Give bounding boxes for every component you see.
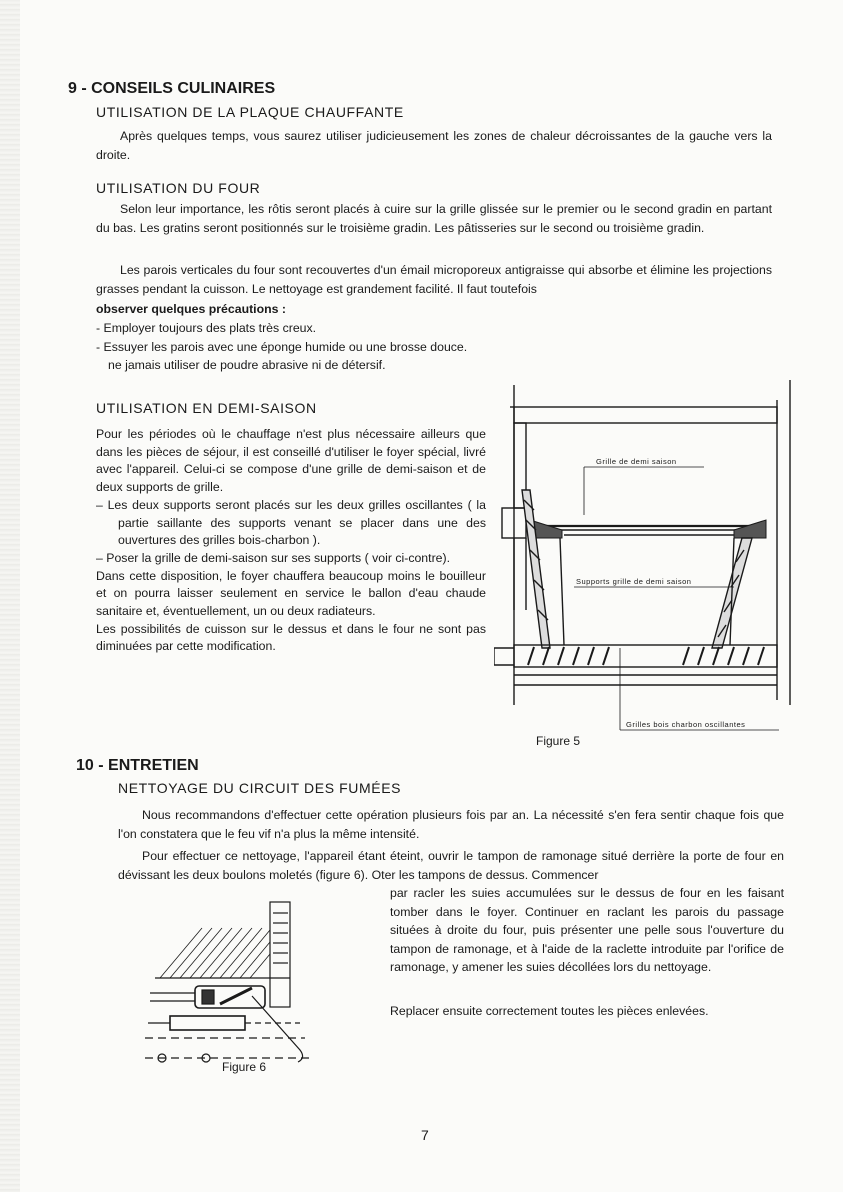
figure-5-label-grilles: Grilles bois charbon oscillantes [626, 720, 746, 729]
four-paragraph-1: Selon leur importance, les rôtis seront placés à cuire sur la grille glissée sur le premier ou le second gradin en partant du bas. Les gratins seront positionnés sur le troisième gradin. Les pâtisseries sur le second ou troisième gradin. [96, 202, 772, 235]
section-9-title: 9 - CONSEILS CULINAIRES [68, 80, 276, 97]
precaution-item-2: - Essuyer les parois avec une éponge humide ou une brosse douce. [96, 340, 468, 354]
figure-6-caption: Figure 6 [222, 1060, 267, 1074]
nettoyage-title: NETTOYAGE DU CIRCUIT DES FUMÉES [118, 780, 402, 796]
plaque-paragraph: Après quelques temps, vous saurez utiliser judicieusement les zones de chaleur décroissantes de la gauche vers la droite. [96, 129, 772, 162]
nettoyage-paragraph-3: par racler les suies accumulées sur le dessus de four en les faisant tomber dans le foyer. Continuer en raclant les parois du passage situées à droite du four, puis présenter une pelle sous l'ouverture du tampon de ramonage, et à l'aide de la raclette introduite par l'orifice de ramonage, y amener les suies décollées lors du nettoyage. [390, 886, 784, 974]
plaque-title: UTILISATION DE LA PLAQUE CHAUFFANTE [96, 104, 404, 120]
figure-5-label-supports: Supports grille de demi saison [576, 577, 692, 586]
section-10-title: 10 - ENTRETIEN [76, 757, 199, 774]
nettoyage-paragraph-2: Pour effectuer ce nettoyage, l'appareil étant éteint, ouvrir le tampon de ramonage situé derrière la porte de four en dévissant les deux boulons moletés (figure 6). Oter les tampons de dessus. Commencer [118, 849, 784, 882]
nettoyage-paragraph-4: Replacer ensuite correctement toutes les pièces enlevées. [390, 1004, 709, 1018]
demi-saison-title: UTILISATION EN DEMI-SAISON [96, 400, 317, 416]
demi-saison-paragraph-2: Dans cette disposition, le foyer chauffera beaucoup moins le bouilleur et on pourra laisser seulement en service le ballon d'eau chaude sanitaire et, éventuellement, un ou deux radiateurs. [96, 568, 486, 619]
demi-saison-column [96, 426, 486, 656]
four-title: UTILISATION DU FOUR [96, 180, 261, 196]
figure-5-caption: Figure 5 [536, 734, 581, 748]
figure-6-diagram [140, 898, 320, 1068]
figure-5-label-grille: Grille de demi saison [596, 457, 677, 466]
page-number: 7 [421, 1127, 429, 1143]
precaution-item-1: - Employer toujours des plats très creux. [96, 321, 317, 335]
demi-saison-step-1: – Les deux supports seront placés sur les deux grilles oscillantes ( la partie saillante des supports venant se placer dans une des ouvertures des grilles bois-charbon ). [96, 497, 486, 548]
demi-saison-step-2: – Poser la grille de demi-saison sur ses supports ( voir ci-contre). [96, 550, 451, 565]
demi-saison-paragraph-1: Pour les périodes où le chauffage n'est plus nécessaire ailleurs que dans les pièces de séjour, il est conseillé d'utiliser le foyer spécial, livré avec l'appareil. Celui-ci se compose d'une grille de demi-saison et de deux supports de grille. [96, 427, 486, 495]
figure-5-diagram [494, 380, 794, 740]
four-paragraph-2: Les parois verticales du four sont recouvertes d'un émail microporeux antigraisse qui absorbe et élimine les projections grasses pendant la cuisson. Le nettoyage est grandement facilité. Il faut toutefois [96, 263, 772, 296]
scanned-page-edge [0, 0, 20, 1192]
precautions-label: observer quelques précautions : [96, 302, 286, 316]
precaution-item-2-continued: ne jamais utiliser de poudre abrasive ni de détersif. [108, 358, 386, 372]
nettoyage-paragraph-1: Nous recommandons d'effectuer cette opération plusieurs fois par an. La nécessité s'en fera sentir chaque fois que l'on constatera que le feu vif n'a plus la même intensité. [118, 808, 784, 841]
demi-saison-paragraph-3: Les possibilités de cuisson sur le dessus et dans le four ne sont pas diminuées par cette modification. [96, 621, 486, 654]
